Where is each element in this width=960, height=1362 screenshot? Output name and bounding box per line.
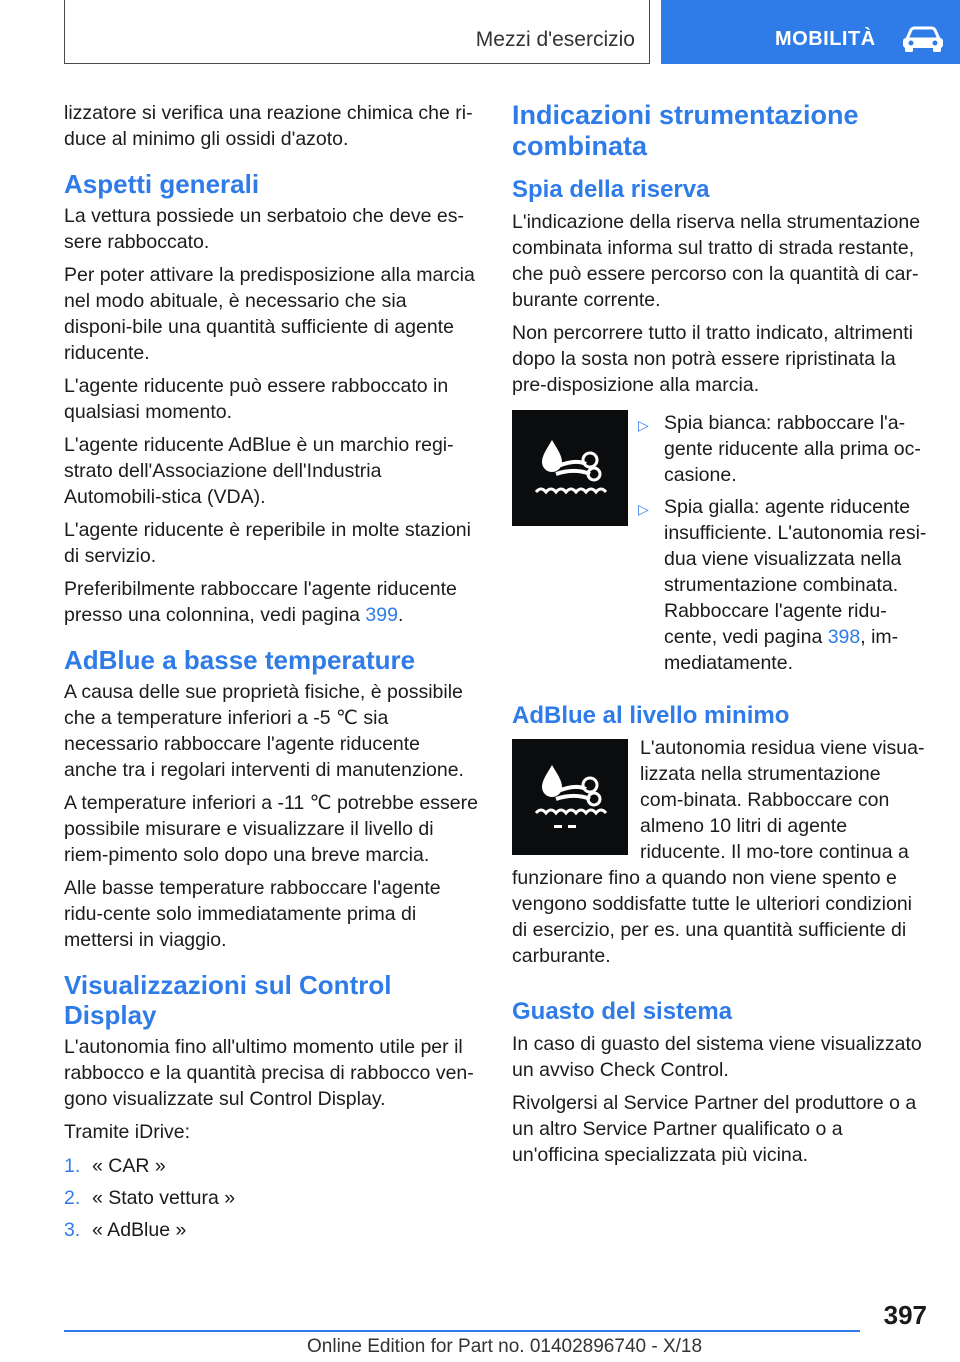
heading-strumentazione-combinata: Indicazioni strumentazione combinata [512, 100, 859, 161]
paragraph: A causa delle sue proprietà fisiche, è possibile che a temperature inferiori a -5 ℃ sia necessario rabboccare l'agente riducente anche tra i regolari interventi di manutenzione. [64, 681, 464, 781]
warning-light-block [512, 410, 928, 682]
step-label: « CAR » [92, 1155, 166, 1177]
page-link-398[interactable]: 398 [827, 626, 861, 648]
bullet-item [638, 410, 928, 488]
step-item [64, 1217, 478, 1243]
paragraph: L'agente riducente è reperibile in molte stazioni di servizio. [64, 519, 471, 567]
left-column [64, 100, 478, 1249]
paragraph: L'autonomia fino all'ultimo momento utile per il rabbocco e la quantità precisa di rabbocco ven-gono visualizzate sul Control Display. [64, 1036, 474, 1110]
bullet-item [638, 494, 928, 676]
paragraph: Tramite iDrive: [64, 1121, 191, 1143]
heading-control-display: Visualizzazioni sul Control Display [64, 970, 392, 1030]
step-label: « Stato vettura » [92, 1187, 236, 1209]
paragraph: La vettura possiede un serbatoio che deve es-sere rabboccato. [64, 205, 465, 253]
paragraph: L'agente riducente può essere rabboccato in qualsiasi momento. [64, 375, 449, 423]
right-column [512, 100, 928, 1175]
bullet-text: Spia bianca: rabboccare l'a-gente riducente alla prima oc-casione. [664, 412, 921, 486]
triangle-bullet-icon: ▷ [638, 417, 649, 433]
step-item [64, 1153, 478, 1179]
paragraph: Rivolgersi al Service Partner del produttore o a un altro Service Partner qualificato o a un'officina specializzata più vicina. [512, 1092, 917, 1166]
paragraph: Non percorrere tutto il tratto indicato, altrimenti dopo la sosta non potrà essere ripristinata la pre-disposizione alla marcia. [512, 322, 914, 396]
step-number: 2. [64, 1187, 81, 1209]
step-item [64, 1185, 478, 1211]
header-section-box [64, 0, 650, 64]
car-icon [901, 25, 945, 53]
edition-note: Online Edition for Part no. 01402896740 - X/18 [307, 1336, 703, 1357]
paragraph: In caso di guasto del sistema viene visualizzato un avviso Check Control. [512, 1033, 922, 1081]
step-number: 3. [64, 1219, 81, 1241]
paragraph: A temperature inferiori a -11 ℃ potrebbe essere possibile misurare e visualizzare il livello di riem-pimento solo dopo una breve marcia. [64, 792, 478, 866]
step-label: « AdBlue » [92, 1219, 187, 1241]
paragraph: Alle basse temperature rabboccare l'agente ridu-cente solo immediatamente prima di mettersi in viaggio. [64, 877, 441, 951]
paragraph: L'autonomia residua viene visua-lizzata nella strumentazione com-binata. Rabboccare con almeno 10 litri di agente riducente. Il mo-tore continua a funzionare fino a quando non viene spento e vengono soddisfatte tutte le ulteriori condizioni di esercizio, per es. una quantità sufficiente di carburante. [512, 737, 925, 967]
heading-aspetti-generali: Aspetti generali [64, 169, 260, 199]
heading-spia-riserva: Spia della riserva [512, 176, 710, 203]
minimo-block [512, 735, 928, 976]
paragraph-text: Preferibilmente rabboccare l'agente riducente presso una colonnina, vedi pagina [64, 578, 457, 626]
footer-divider [64, 1330, 860, 1332]
page-link-399[interactable]: 399 [365, 604, 398, 626]
warning-light-bullets [638, 410, 928, 682]
triangle-bullet-icon: ▷ [638, 501, 649, 517]
bullet-text-end: , im-mediatamente. [664, 626, 899, 674]
heading-adblue-livello-minimo: AdBlue al livello minimo [512, 702, 790, 729]
heading-guasto-sistema: Guasto del sistema [512, 998, 733, 1025]
bullet-text-with-link [664, 494, 928, 676]
heading-adblue-basse-temperature: AdBlue a basse temperature [64, 645, 416, 675]
paragraph: L'agente riducente AdBlue è un marchio regi-strato dell'Associazione dell'Industria Automobili-stica (VDA). [64, 434, 454, 508]
bullet-text: Spia gialla: agente riducente insufficiente. L'autonomia resi-dua viene visualizzata nella strumentazione combinata. Rabboccare l'agente ridu-cente, vedi pagina [664, 496, 927, 648]
idrive-steps [64, 1153, 478, 1243]
page-number: 397 [883, 1300, 927, 1330]
intro-paragraph: lizzatore si verifica una reazione chimica che ri-duce al minimo gli ossidi d'azoto. [64, 102, 473, 150]
adblue-warning-light-icon [512, 410, 628, 526]
paragraph-with-link [64, 576, 478, 628]
paragraph: Per poter attivare la predisposizione alla marcia nel modo abituale, è necessario che sia disponi-bile una quantità sufficiente di agente riducente. [64, 264, 475, 364]
paragraph: L'indicazione della riserva nella strumentazione combinata informa sul tratto di strada restante, che può essere percorso con la quantità di car-burante corrente. [512, 211, 921, 311]
step-number: 1. [64, 1155, 81, 1177]
adblue-minimum-light-icon [512, 739, 628, 855]
section-title: Mezzi d'esercizio [475, 28, 635, 51]
chapter-tab[interactable] [661, 0, 960, 64]
paragraph-end: . [397, 604, 404, 626]
chapter-title: MOBILITÀ [775, 28, 876, 50]
